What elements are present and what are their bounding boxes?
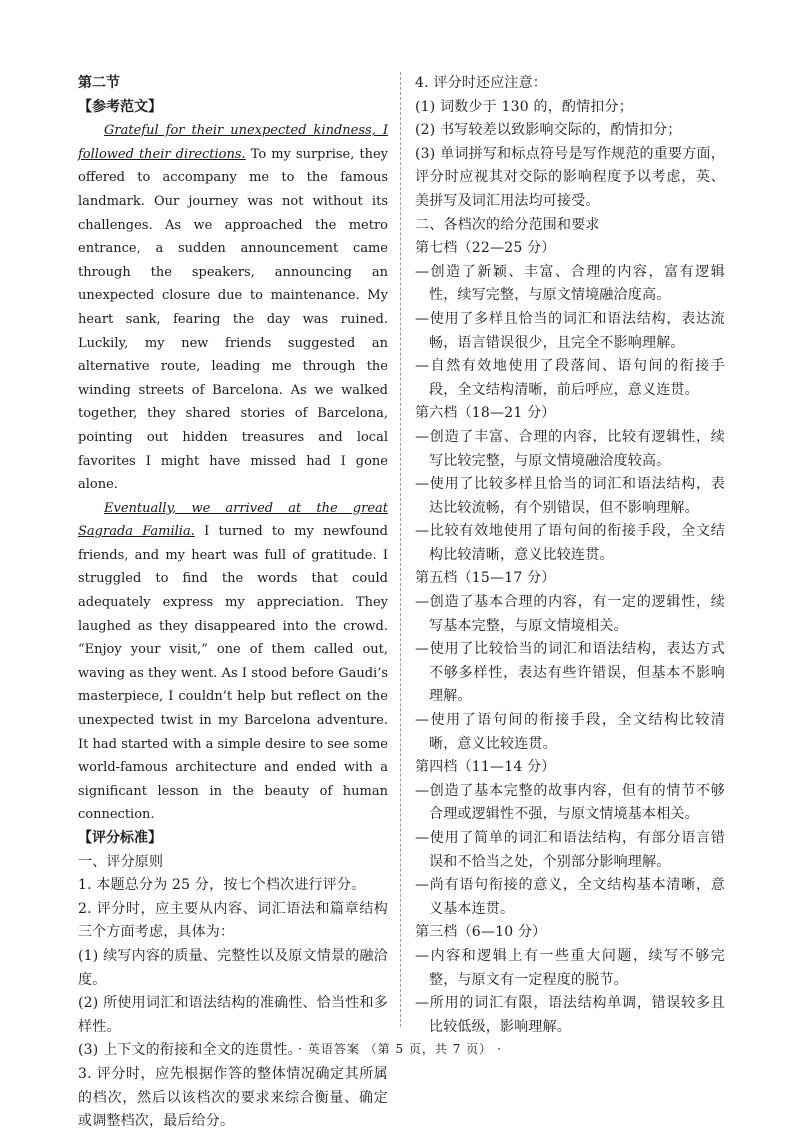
criteria-heading: 【评分标准】	[78, 830, 162, 846]
essay-paragraph-1	[78, 119, 388, 497]
principle-2c: (3) 上下文的衔接和全文的连贯性。	[78, 1042, 302, 1059]
principle-2a: (1) 续写内容的质量、完整性以及原文情景的融洽度。	[78, 947, 388, 988]
band-7-item: —使用了多样且恰当的词汇和语法结构，表达流畅，语言错误很少，且完全不影响理解。	[415, 310, 725, 351]
section-title: 第二节	[78, 75, 120, 91]
band-4-item: —创造了基本完整的故事内容，但有的情节不够合理或逻辑性不强，与原文情境基本相关。	[415, 782, 725, 823]
band-4-title: 第四档（11—14 分）	[415, 759, 556, 776]
principle-4c: (3) 单词拼写和标点符号是写作规范的重要方面，评分时应视其对交际的影响程度予以考虑，英、美拼写及词汇用法均可接受。	[415, 145, 725, 209]
bands-title: 二、各档次的给分范围和要求	[415, 216, 600, 233]
essay-lead-sentence-1: Grateful for their unexpected kindness, I followed their directions.	[78, 123, 388, 162]
band-7-title: 第七档（22—25 分）	[415, 240, 556, 257]
principle-3: 3. 评分时，应先根据作答的整体情况确定其所属的档次，然后以该档次的要求来综合衡量、确定或调整档次，最后给分。	[78, 1065, 388, 1130]
band-6-item: —使用了比较多样且恰当的词汇和语法结构，表达比较流畅，有个别错误，但不影响理解。	[415, 476, 725, 516]
principle-2b: (2) 所使用词汇和语法结构的准确性、恰当性和多样性。	[78, 995, 388, 1035]
essay-paragraph-2	[78, 497, 388, 827]
principle-2: 2. 评分时，应主要从内容、词汇语法和篇章结构三个方面考虑，具体为：	[78, 900, 388, 941]
band-7-item: —创造了新颖、丰富、合理的内容，富有逻辑性，续写完整，与原文情境融洽度高。	[415, 263, 725, 304]
band-6-title: 第六档（18—21 分）	[415, 405, 556, 422]
band-3-item: —内容和逻辑上有一些重大问题，续写不够完整，与原文有一定程度的脱节。	[415, 947, 725, 988]
column-divider	[400, 72, 401, 1027]
band-6-item: —创造了丰富、合理的内容，比较有逻辑性，续写比较完整，与原文情境融洽度较高。	[415, 428, 725, 469]
principle-4: 4. 评分时还应注意：	[415, 75, 548, 91]
left-column	[78, 72, 388, 1134]
essay-lead-sentence-2: Eventually, we arrived at the great Sagrada Familia.	[78, 500, 388, 540]
sample-essay	[78, 119, 388, 827]
band-4-item: —使用了简单的词汇和语法结构，有部分语言错误和不恰当之处，个别部分影响理解。	[415, 830, 725, 870]
band-5-item: —使用了语句间的衔接手段，全文结构比较清晰，意义比较连贯。	[415, 712, 725, 752]
band-7-item: —自然有效地使用了段落间、语句间的衔接手段，全文结构清晰，前后呼应，意义连贯。	[415, 358, 725, 398]
band-5-item: —使用了比较恰当的词汇和语法结构，表达方式不够多样性，表达有些许错误，但基本不影响理解。	[415, 641, 725, 705]
right-column	[415, 72, 725, 1039]
principles-title: 一、评分原则	[78, 853, 164, 870]
sample-essay-heading: 【参考范文】	[78, 98, 162, 115]
band-4-item: —尚有语句衔接的意义，全文结构基本清晰，意义基本连贯。	[415, 877, 725, 917]
band-3-item: —所用的词汇有限，语法结构单调，错误较多且比较低级，影响理解。	[415, 995, 725, 1035]
band-5-title: 第五档（15—17 分）	[415, 570, 556, 587]
band-5-item: —创造了基本合理的内容，有一定的逻辑性，续写基本完整，与原文情境相关。	[415, 594, 725, 634]
principle-4a: (1) 词数少于 130 的，酌情扣分；	[415, 98, 633, 115]
page-footer: · 英语答案 （第 5 页，共 7 页） ·	[298, 1042, 502, 1056]
principle-1: 1. 本题总分为 25 分，按七个档次进行评分。	[78, 877, 366, 894]
principle-4b: (2) 书写较差以致影响交际的，酌情扣分；	[415, 122, 682, 139]
band-3-title: 第三档（6—10 分）	[415, 924, 547, 941]
essay-body-1: To my surprise, they offered to accompany me to the famous landmark. Our journey was not without its challenges. As we approached the metro entrance, a sudden announcement came through the speakers, announcing an unexpected closure due to maintenance. My heart sank, fearing the day was ruined. Luckily, my new friends suggested an alternative route, leading me through the winding streets of Barcelona. As we walked together, they shared stories of Barcelona, pointing out hidden treasures and local favorites I might have missed had I gone alone.	[78, 146, 389, 493]
band-6-item: —比较有效地使用了语句间的衔接手段，全文结构比较清晰，意义比较连贯。	[415, 523, 725, 563]
essay-body-2: I turned to my newfound friends, and my heart was full of gratitude. I struggled to find the words that could adequately express my appreciation. They laughed as they disappeared into the crowd. “Enjoy your visit,” one of them called out, waving as they went. As I stood before Gaudi’s masterpiece, I couldn’t help but reflect on the unexpected twist in my Barcelona adventure. It had started with a simple desire to see some world-famous architecture and ended with a significant lesson in the beauty of human connection.	[78, 524, 388, 823]
